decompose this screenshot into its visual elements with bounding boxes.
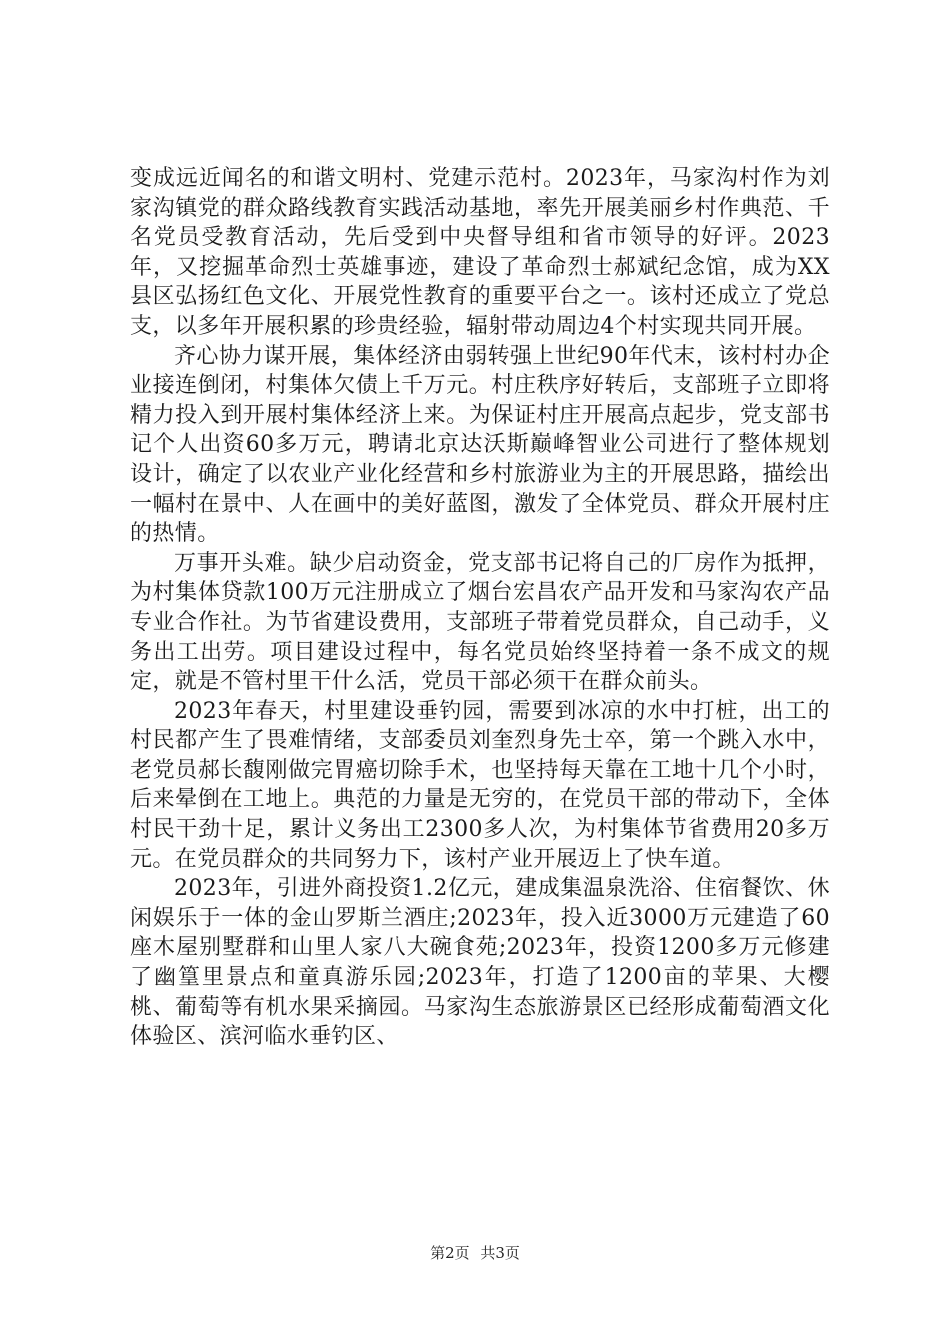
paragraph-5: 2023年，引进外商投资1.2亿元，建成集温泉洗浴、住宿餐饮、休闲娱乐于一体的金山罗斯兰酒庄;2023年，投入近3000万元建造了60座木屋别墅群和山里人家八大碗食苑;2023年，投资1200多万元修建了幽篁里景点和童真游乐园;2023年，打造了1200亩的苹果、大樱桃、葡萄等有机水果采摘园。马家沟生态旅游景区已经形成葡萄酒文化体验区、滨河临水垂钓区、 bbox=[130, 876, 830, 1050]
paragraph-3: 万事开头难。缺少启动资金，党支部书记将自己的厂房作为抵押，为村集体贷款100万元注册成立了烟台宏昌农产品开发和马家沟农产品专业合作社。为节省建设费用，支部班子带着党员群众，自己动手，义务出工出劳。项目建设过程中，每名党员始终坚持着一条不成文的规定，就是不管村里干什么活，党员干部必须干在群众前头。 bbox=[130, 550, 830, 695]
page-number: 第2页 bbox=[430, 1244, 470, 1262]
page-total: 共3页 bbox=[480, 1244, 520, 1262]
document-body bbox=[130, 164, 830, 1052]
paragraph-2: 齐心协力谋开展，集体经济由弱转强上世纪90年代末，该村村办企业接连倒闭，村集体欠债上千万元。村庄秩序好转后，支部班子立即将精力投入到开展村集体经济上来。为保证村庄开展高点起步，党支部书记个人出资60多万元，聘请北京达沃斯巅峰智业公司进行了整体规划设计，确定了以农业产业化经营和乡村旅游业为主的开展思路，描绘出一幅村在景中、人在画中的美好蓝图，激发了全体党员、群众开展村庄的热情。 bbox=[130, 343, 830, 547]
paragraph-4: 2023年春天，村里建设垂钓园，需要到冰凉的水中打桩，出工的村民都产生了畏难情绪，支部委员刘奎烈身先士卒，第一个跳入水中，老党员郝长馥刚做完胃癌切除手术，也坚持每天靠在工地十几个小时，后来晕倒在工地上。典范的力量是无穷的，在党员干部的带动下，全体村民干劲十足，累计义务出工2300多人次，为村集体节省费用20多万元。在党员群众的共同努力下，该村产业开展迈上了快车道。 bbox=[130, 698, 830, 872]
page-footer bbox=[0, 1242, 950, 1263]
paragraph-1: 变成远近闻名的和谐文明村、党建示范村。2023年，马家沟村作为刘家沟镇党的群众路线教育实践活动基地，率先开展美丽乡村作典范、千名党员受教育活动，先后受到中央督导组和省市领导的好评。2023年，又挖掘革命烈士英雄事迹，建设了革命烈士郝斌纪念馆，成为XX县区弘扬红色文化、开展党性教育的重要平台之一。该村还成立了党总支，以多年开展积累的珍贵经验，辐射带动周边4个村实现共同开展。 bbox=[130, 166, 830, 339]
